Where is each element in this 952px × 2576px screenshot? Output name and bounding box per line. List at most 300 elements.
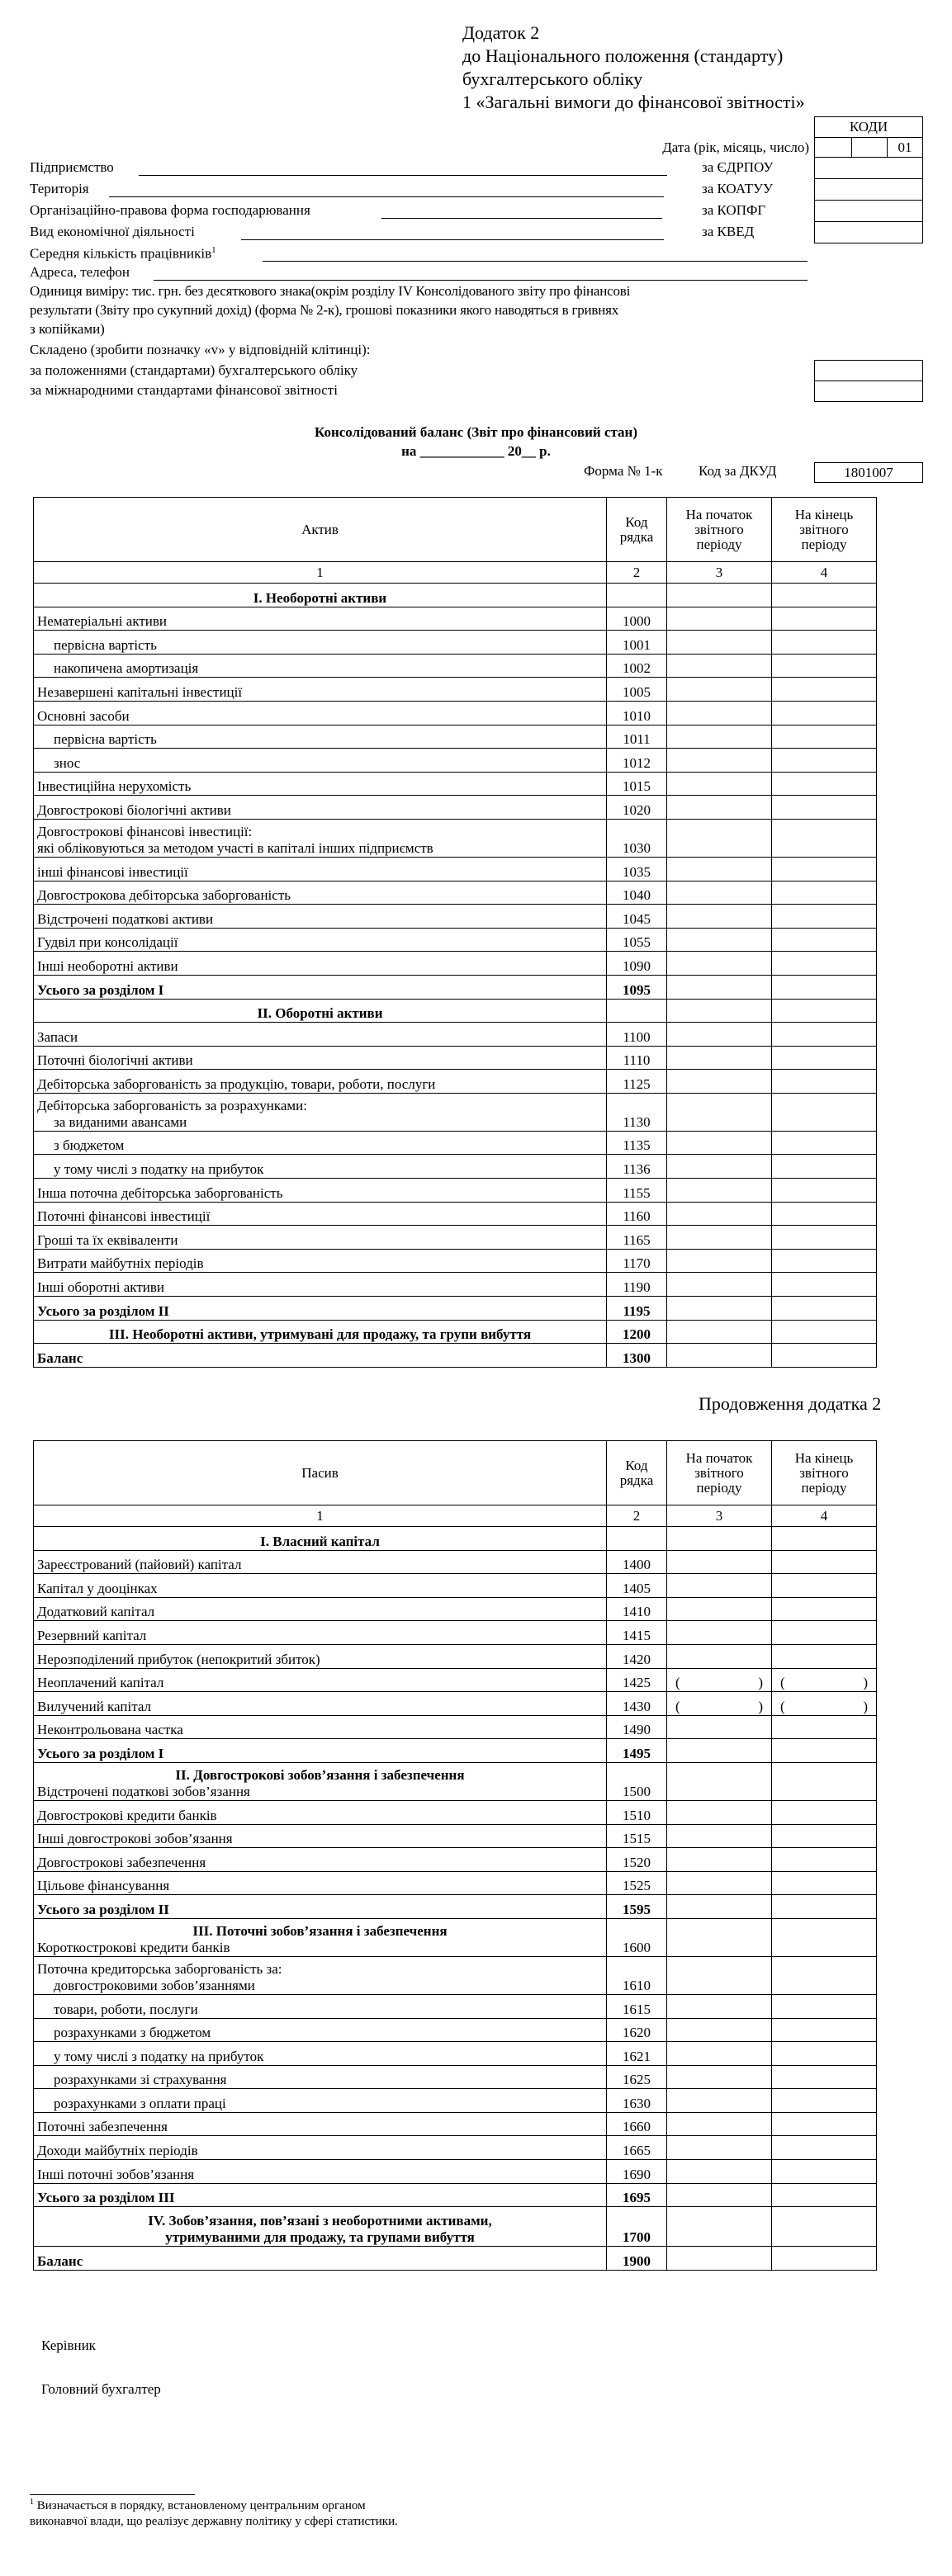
value-start-cell[interactable] <box>667 1762 772 1800</box>
codes-title: КОДИ <box>814 116 923 138</box>
value-end-cell[interactable] <box>772 1202 877 1226</box>
empty-cell <box>667 584 772 607</box>
row-label: Поточні забезпечення <box>34 2112 607 2136</box>
value-start-cell[interactable] <box>667 2018 772 2042</box>
row-label: розрахунками зі страхування <box>34 2065 607 2089</box>
value-start-cell[interactable] <box>667 1297 772 1321</box>
table-row <box>34 2065 877 2089</box>
row-label: Інші оборотні активи <box>34 1273 607 1297</box>
value-start-cell[interactable] <box>667 975 772 999</box>
value-start-cell[interactable] <box>667 1344 772 1368</box>
row-code: 1625 <box>607 2065 667 2089</box>
table-row <box>34 2160 877 2184</box>
value-end-cell[interactable] <box>772 1574 877 1598</box>
value-end-cell[interactable] <box>772 2136 877 2160</box>
value-start-cell[interactable] <box>667 631 772 655</box>
row-label: Гудвіл при консолідації <box>34 928 607 952</box>
continuation-label: Продовження додатка 2 <box>699 1393 882 1414</box>
value-end-cell[interactable] <box>772 2247 877 2271</box>
empty-cell <box>772 999 877 1023</box>
row-label: Поточні біологічні активи <box>34 1046 607 1070</box>
column-header: На кінець звітного періоду <box>772 1441 877 1505</box>
empty-cell <box>607 1527 667 1551</box>
value-end-cell[interactable] <box>772 1320 877 1344</box>
value-start-cell[interactable] <box>667 2089 772 2113</box>
table-row <box>34 2136 877 2160</box>
row-label-subtext: за виданими авансами <box>54 1113 187 1130</box>
value-end-cell[interactable] <box>772 1871 877 1895</box>
value-start-cell[interactable] <box>667 725 772 749</box>
row-label: Інвестиційна нерухомість <box>34 772 607 796</box>
table-row <box>34 1762 877 1800</box>
value-start-cell[interactable] <box>667 2112 772 2136</box>
row-code: 1160 <box>607 1202 667 1226</box>
value-end-cell[interactable] <box>772 1597 877 1621</box>
value-start-cell[interactable] <box>667 772 772 796</box>
table-row <box>34 1597 877 1621</box>
koatuu-label: за КОАТУУ <box>702 181 774 196</box>
field-legal-form-label: Організаційно-правова форма господарювання <box>30 202 310 218</box>
row-label: Довгострокові кредити банків <box>34 1800 607 1824</box>
column-header: Актив <box>34 498 607 562</box>
value-end-cell[interactable] <box>772 952 877 976</box>
row-label: Довгострокові забезпечення <box>34 1848 607 1872</box>
value-end-cell[interactable] <box>772 1739 877 1763</box>
table-row <box>34 2089 877 2113</box>
column-number: 3 <box>667 562 772 584</box>
value-end-cell[interactable] <box>772 975 877 999</box>
value-end-cell[interactable] <box>772 654 877 678</box>
row-code: 1001 <box>607 631 667 655</box>
value-start-cell[interactable] <box>667 1131 772 1155</box>
row-label: Баланс <box>34 2247 607 2271</box>
value-end-cell[interactable] <box>772 1273 877 1297</box>
value-end-cell[interactable] <box>772 1249 877 1273</box>
value-start-cell[interactable] <box>667 2065 772 2089</box>
column-header: Код рядка <box>607 1441 667 1505</box>
row-label: Гроші та їх еквіваленти <box>34 1226 607 1250</box>
table-row <box>34 1994 877 2018</box>
value-start-cell[interactable] <box>667 1739 772 1763</box>
row-label <box>34 819 607 857</box>
value-end-cell[interactable] <box>772 1297 877 1321</box>
value-end-cell[interactable] <box>772 1824 877 1848</box>
row-label: інші фінансові інвестиції <box>34 857 607 881</box>
row-label: Довгострокова дебіторська заборгованість <box>34 881 607 905</box>
row-label: у тому числі з податку на прибуток <box>34 2042 607 2066</box>
row-code: 1430 <box>607 1692 667 1716</box>
row-label: Відстрочені податкові активи <box>34 905 607 929</box>
row-code: 1500 <box>607 1762 667 1800</box>
value-end-cell[interactable] <box>772 1070 877 1094</box>
field-activity-input[interactable] <box>241 239 664 240</box>
signature-head: Керівник <box>41 2337 96 2353</box>
empty-cell <box>772 1527 877 1551</box>
header-line: до Національного положення (стандарту) <box>462 45 784 66</box>
field-legal-form-input[interactable] <box>381 218 662 219</box>
table-row <box>34 1273 877 1297</box>
value-start-cell[interactable] <box>667 1597 772 1621</box>
row-label: Запаси <box>34 1023 607 1047</box>
row-code: 1690 <box>607 2160 667 2184</box>
compiled-option-international: за міжнародними стандартами фінансової звітності <box>30 382 338 398</box>
compiled-option-national: за положеннями (стандартами) бухгалтерського обліку <box>30 362 358 378</box>
value-end-cell[interactable]: ( ) <box>772 1692 877 1716</box>
row-code: 1125 <box>607 1070 667 1094</box>
value-end-cell[interactable] <box>772 2183 877 2207</box>
field-address-input[interactable] <box>154 280 808 281</box>
value-start-cell[interactable] <box>667 1895 772 1919</box>
table-row <box>34 2018 877 2042</box>
value-end-cell[interactable] <box>772 2207 877 2247</box>
compiled-title: Складено (зробити позначку «v» у відповідній клітинці): <box>30 342 371 357</box>
value-start-cell[interactable] <box>667 701 772 725</box>
value-start-cell[interactable] <box>667 678 772 702</box>
date-year-cell[interactable] <box>814 137 852 158</box>
value-end-cell[interactable] <box>772 1994 877 2018</box>
row-code: 1595 <box>607 1895 667 1919</box>
row-label: Неконтрольована частка <box>34 1715 607 1739</box>
row-code: 1410 <box>607 1597 667 1621</box>
table-row <box>34 1550 877 1574</box>
row-code: 1020 <box>607 796 667 820</box>
value-start-cell[interactable] <box>667 1249 772 1273</box>
value-end-cell[interactable] <box>772 2018 877 2042</box>
empty-cell <box>607 584 667 607</box>
row-code: 1660 <box>607 2112 667 2136</box>
column-header: Пасив <box>34 1441 607 1505</box>
row-label: Усього за розділом II <box>34 1297 607 1321</box>
row-label: Незавершені капітальні інвестиції <box>34 678 607 702</box>
column-number: 1 <box>34 562 607 584</box>
row-code: 1170 <box>607 1249 667 1273</box>
value-end-cell[interactable] <box>772 1179 877 1203</box>
value-end-cell[interactable] <box>772 1715 877 1739</box>
value-start-cell[interactable] <box>667 1574 772 1598</box>
row-code: 1005 <box>607 678 667 702</box>
value-end-cell[interactable] <box>772 725 877 749</box>
value-start-cell[interactable] <box>667 1273 772 1297</box>
table-row <box>34 1527 877 1551</box>
row-label: Додатковий капітал <box>34 1597 607 1621</box>
value-end-cell[interactable] <box>772 1762 877 1800</box>
value-end-cell[interactable] <box>772 2089 877 2113</box>
row-label: Інші необоротні активи <box>34 952 607 976</box>
report-title: Консолідований баланс (Звіт про фінансовий стан) <box>314 424 638 440</box>
row-code: 1520 <box>607 1848 667 1872</box>
dkud-label: Код за ДКУД <box>699 463 777 479</box>
table-row <box>34 928 877 952</box>
table-row <box>34 1715 877 1739</box>
edrpou-cell[interactable] <box>814 157 923 179</box>
section-title: II. Довгострокові зобов’язання і забезпечення <box>175 1766 465 1783</box>
row-code: 1700 <box>607 2207 667 2247</box>
value-start-cell[interactable] <box>667 1824 772 1848</box>
value-start-cell[interactable] <box>667 2136 772 2160</box>
assets-table <box>33 497 877 1368</box>
form-number: Форма № 1-к <box>584 463 663 479</box>
row-label: Капітал у дооцінках <box>34 1574 607 1598</box>
column-number: 4 <box>772 562 877 584</box>
table-row <box>34 857 877 881</box>
value-end-cell[interactable]: ( ) <box>772 1668 877 1692</box>
value-end-cell[interactable] <box>772 796 877 820</box>
row-code: 1300 <box>607 1344 667 1368</box>
section-title: II. Оборотні активи <box>34 999 607 1023</box>
column-header: Код рядка <box>607 498 667 562</box>
value-start-cell[interactable] <box>667 1848 772 1872</box>
row-code: 1100 <box>607 1023 667 1047</box>
table-row <box>34 1824 877 1848</box>
section-title: III. Поточні зобов’язання і забезпечення <box>192 1922 448 1939</box>
value-start-cell[interactable] <box>667 1023 772 1047</box>
row-label: Вилучений капітал <box>34 1692 607 1716</box>
value-start-cell[interactable]: ( ) <box>667 1668 772 1692</box>
kved-cell[interactable] <box>814 221 923 243</box>
value-end-cell[interactable] <box>772 819 877 857</box>
value-start-cell[interactable] <box>667 1621 772 1645</box>
value-start-cell[interactable] <box>667 1226 772 1250</box>
row-code: 1600 <box>607 1918 667 1956</box>
table-row <box>34 1131 877 1155</box>
row-label: Цільове фінансування <box>34 1871 607 1895</box>
value-end-cell[interactable] <box>772 1344 877 1368</box>
value-start-cell[interactable] <box>667 1320 772 1344</box>
value-end-cell[interactable] <box>772 1155 877 1179</box>
row-label: з бюджетом <box>34 1131 607 1155</box>
row-code: 1045 <box>607 905 667 929</box>
value-start-cell[interactable] <box>667 607 772 631</box>
value-start-cell[interactable] <box>667 1715 772 1739</box>
row-label-text: Відстрочені податкові зобов’язання <box>37 1783 250 1799</box>
value-end-cell[interactable] <box>772 905 877 929</box>
value-start-cell[interactable] <box>667 2247 772 2271</box>
field-territory-input[interactable] <box>109 196 664 197</box>
row-label: Доходи майбутніх періодів <box>34 2136 607 2160</box>
row-label: Усього за розділом I <box>34 1739 607 1763</box>
table-row <box>34 1800 877 1824</box>
table-row <box>34 1297 877 1321</box>
value-end-cell[interactable] <box>772 2160 877 2184</box>
row-code: 1035 <box>607 857 667 881</box>
value-end-cell[interactable] <box>772 607 877 631</box>
row-label-text: Довгострокові фінансові інвестиції: <box>37 823 253 839</box>
value-end-cell[interactable] <box>772 749 877 773</box>
row-code: 1630 <box>607 2089 667 2113</box>
value-end-cell[interactable] <box>772 1131 877 1155</box>
field-address-label: Адреса, телефон <box>30 264 130 280</box>
table-row <box>34 1644 877 1668</box>
row-label: Усього за розділом III <box>34 2183 607 2207</box>
field-enterprise-input[interactable] <box>139 175 667 176</box>
koatuu-cell[interactable] <box>814 178 923 201</box>
row-label: Усього за розділом II <box>34 1895 607 1919</box>
row-label: Дебіторська заборгованість за продукцію, товари, роботи, послуги <box>34 1070 607 1094</box>
value-start-cell[interactable] <box>667 1800 772 1824</box>
table-row <box>34 1956 877 1994</box>
table-row <box>34 2207 877 2247</box>
value-start-cell[interactable] <box>667 905 772 929</box>
row-code: 1012 <box>607 749 667 773</box>
value-start-cell[interactable] <box>667 1202 772 1226</box>
value-start-cell[interactable] <box>667 1956 772 1994</box>
value-start-cell[interactable] <box>667 1550 772 1574</box>
date-month-cell[interactable] <box>851 137 888 158</box>
date-label: Дата (рік, місяць, число) <box>662 139 809 155</box>
units-line: результати (Звіту про сукупний дохід) (форма № 2-к), грошові показники якого наводяться в гривнях <box>30 302 619 318</box>
table-row <box>34 1046 877 1070</box>
value-end-cell[interactable] <box>772 678 877 702</box>
value-end-cell[interactable] <box>772 1621 877 1645</box>
table-row <box>34 2042 877 2066</box>
value-end-cell[interactable] <box>772 1848 877 1872</box>
value-end-cell[interactable] <box>772 1550 877 1574</box>
value-start-cell[interactable] <box>667 2042 772 2066</box>
field-employees-input[interactable] <box>263 261 808 262</box>
value-end-cell[interactable] <box>772 1023 877 1047</box>
row-code: 1495 <box>607 1739 667 1763</box>
row-code: 1030 <box>607 819 667 857</box>
value-end-cell[interactable] <box>772 2065 877 2089</box>
value-start-cell[interactable] <box>667 1046 772 1070</box>
value-start-cell[interactable] <box>667 2207 772 2247</box>
date-day-cell[interactable]: 01 <box>887 137 923 158</box>
table-row <box>34 975 877 999</box>
table-row <box>34 584 877 607</box>
value-end-cell[interactable] <box>772 2042 877 2066</box>
row-code: 1415 <box>607 1621 667 1645</box>
row-label: Резервний капітал <box>34 1621 607 1645</box>
value-end-cell[interactable] <box>772 1226 877 1250</box>
value-start-cell[interactable] <box>667 1093 772 1131</box>
row-code: 1040 <box>607 881 667 905</box>
value-start-cell[interactable] <box>667 1994 772 2018</box>
field-enterprise-label: Підприємство <box>30 159 114 175</box>
table-row <box>34 2247 877 2271</box>
value-start-cell[interactable] <box>667 857 772 881</box>
row-code: 1610 <box>607 1956 667 1994</box>
liabilities-table <box>33 1440 877 2271</box>
value-start-cell[interactable] <box>667 1070 772 1094</box>
value-end-cell[interactable] <box>772 1800 877 1824</box>
row-code: 1165 <box>607 1226 667 1250</box>
table-row <box>34 1155 877 1179</box>
value-start-cell[interactable] <box>667 749 772 773</box>
row-label: Зареєстрований (пайовий) капітал <box>34 1550 607 1574</box>
table-row <box>34 999 877 1023</box>
value-start-cell[interactable] <box>667 2183 772 2207</box>
row-code: 1420 <box>607 1644 667 1668</box>
value-end-cell[interactable] <box>772 2112 877 2136</box>
table-row <box>34 1621 877 1645</box>
kopfg-label: за КОПФГ <box>702 202 766 218</box>
column-number: 2 <box>607 1505 667 1527</box>
value-start-cell[interactable] <box>667 1918 772 1956</box>
value-start-cell[interactable] <box>667 1644 772 1668</box>
table-row <box>34 1023 877 1047</box>
table-row <box>34 1249 877 1273</box>
signature-accountant: Головний бухгалтер <box>41 2381 161 2397</box>
row-label: Нематеріальні активи <box>34 607 607 631</box>
table-row <box>34 881 877 905</box>
value-end-cell[interactable] <box>772 772 877 796</box>
row-code: 1090 <box>607 952 667 976</box>
value-end-cell[interactable] <box>772 857 877 881</box>
table-row <box>34 1202 877 1226</box>
value-start-cell[interactable] <box>667 819 772 857</box>
value-start-cell[interactable] <box>667 928 772 952</box>
value-start-cell[interactable] <box>667 1871 772 1895</box>
value-end-cell[interactable] <box>772 631 877 655</box>
value-end-cell[interactable] <box>772 1956 877 1994</box>
value-start-cell[interactable] <box>667 654 772 678</box>
value-start-cell[interactable]: ( ) <box>667 1692 772 1716</box>
row-label <box>34 1956 607 1994</box>
value-start-cell[interactable] <box>667 952 772 976</box>
row-label: Основні засоби <box>34 701 607 725</box>
row-code: 1015 <box>607 772 667 796</box>
row-label: товари, роботи, послуги <box>34 1994 607 2018</box>
value-end-cell[interactable] <box>772 928 877 952</box>
row-label: первісна вартість <box>34 631 607 655</box>
empty-cell <box>667 999 772 1023</box>
row-label: Баланс <box>34 1344 607 1368</box>
appendix-header <box>462 21 805 114</box>
kopfg-cell[interactable] <box>814 200 923 222</box>
row-label: Інші довгострокові зобов’язання <box>34 1824 607 1848</box>
value-end-cell[interactable] <box>772 881 877 905</box>
value-end-cell[interactable] <box>772 1895 877 1919</box>
row-code: 1136 <box>607 1155 667 1179</box>
table-row <box>34 952 877 976</box>
value-start-cell[interactable] <box>667 1179 772 1203</box>
row-label <box>34 1918 607 1956</box>
row-label <box>34 1762 607 1800</box>
value-end-cell[interactable] <box>772 1644 877 1668</box>
dkud-code: 1801007 <box>814 462 923 483</box>
footnote-line: виконавчої влади, що реалізує державну політику у сфері статистики. <box>30 2515 398 2528</box>
row-label: Нерозподілений прибуток (непокритий збиток) <box>34 1644 607 1668</box>
value-start-cell[interactable] <box>667 2160 772 2184</box>
units-line: з копійками) <box>30 321 105 337</box>
table-row <box>34 1226 877 1250</box>
value-end-cell[interactable] <box>772 1918 877 1956</box>
table-row <box>34 819 877 857</box>
row-code: 1135 <box>607 1131 667 1155</box>
compiled-national-checkbox[interactable] <box>814 360 923 381</box>
value-end-cell[interactable] <box>772 1093 877 1131</box>
row-label-text: Короткострокові кредити банків <box>37 1939 230 1955</box>
row-label: первісна вартість <box>34 725 607 749</box>
table-row <box>34 1692 877 1716</box>
value-end-cell[interactable] <box>772 1046 877 1070</box>
value-start-cell[interactable] <box>667 881 772 905</box>
row-label-text: Дебіторська заборгованість за розрахунками: <box>37 1097 307 1113</box>
footnote-line: $^1$ Визначається в порядку, встановленому центральним органом <box>30 2498 366 2512</box>
header-line: Додаток 2 <box>462 22 540 43</box>
row-label: розрахунками з оплати праці <box>34 2089 607 2113</box>
compiled-international-checkbox[interactable] <box>814 380 923 402</box>
row-code: 1011 <box>607 725 667 749</box>
value-start-cell[interactable] <box>667 1155 772 1179</box>
header-line: 1 «Загальні вимоги до фінансової звітності» <box>462 92 805 112</box>
value-start-cell[interactable] <box>667 796 772 820</box>
row-label: розрахунками з бюджетом <box>34 2018 607 2042</box>
units-line: Одиниця виміру: тис. грн. без десяткового знака(окрім розділу IV Консолідованого звіту про фінансові <box>30 283 631 299</box>
value-end-cell[interactable] <box>772 701 877 725</box>
row-label: Поточні фінансові інвестиції <box>34 1202 607 1226</box>
row-code: 1665 <box>607 2136 667 2160</box>
